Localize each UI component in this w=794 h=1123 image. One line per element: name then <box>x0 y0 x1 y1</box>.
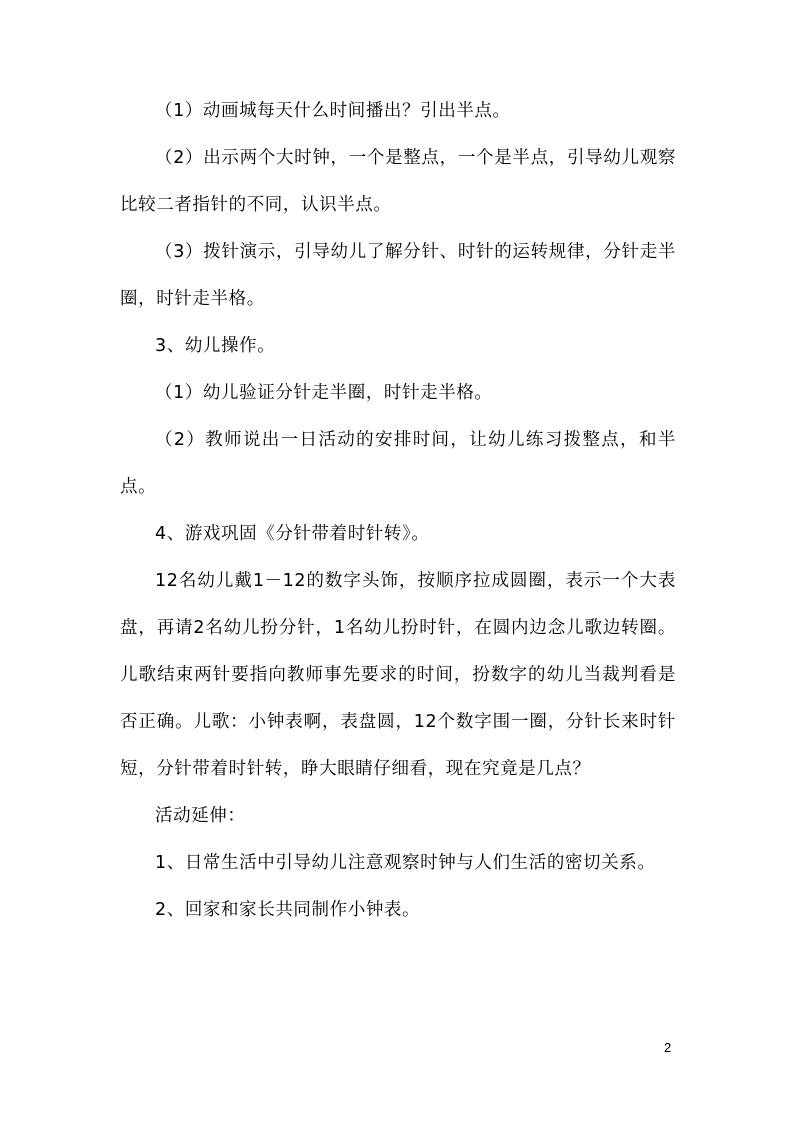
paragraph-question-time: （1）动画城每天什么时间播出？引出半点。 <box>155 101 511 121</box>
paragraph-daily-schedule: （2）教师说出一日活动的安排时间，让幼儿练习拨整点，和半点。 <box>120 430 676 497</box>
paragraph-verify-hands: （1）幼儿验证分针走半圈，时针走半格。 <box>155 383 493 403</box>
paragraph-two-clocks: （2）出示两个大时钟，一个是整点，一个是半点，引导幼儿观察比较二者指针的不同，认识半点。 <box>120 148 676 215</box>
paragraph-game-heading: 4、游戏巩固《分针带着时针转》。 <box>155 524 430 544</box>
paragraph-extension-daily-life: 1、日常生活中引导幼儿注意观察时钟与人们生活的密切关系。 <box>155 853 656 873</box>
paragraph-child-operation-heading: 3、幼儿操作。 <box>155 336 276 356</box>
paragraph-hand-demo: （3）拨针演示，引导幼儿了解分针、时针的运转规律，分针走半圈，时针走半格。 <box>120 242 676 309</box>
paragraph-extension-heading: 活动延伸： <box>155 806 246 826</box>
paragraph-extension-home: 2、回家和家长共同制作小钟表。 <box>155 900 421 920</box>
paragraph-game-description: 12名幼儿戴1－12的数字头饰，按顺序拉成圆圈，表示一个大表盘，再请2名幼儿扮分针，1名幼儿扮时针，在圆内边念儿歌边转圈。儿歌结束两针要指向教师事先要求的时间，扮数字的幼儿当裁判看是否正确。儿歌：小钟表啊，表盘圆，12个数字围一圈，分针长来时针短，分针带着时针转，睁大眼睛仔细看，现在究竟是几点？ <box>120 571 676 779</box>
document-body <box>120 88 676 934</box>
page-number: 2 <box>664 1040 672 1055</box>
